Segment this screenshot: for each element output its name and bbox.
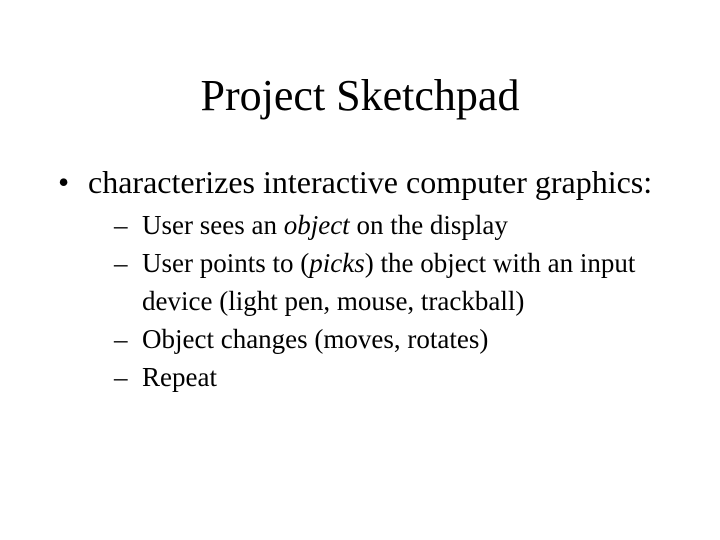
bullet-marker: •	[58, 164, 70, 200]
dash-marker: –	[114, 362, 128, 392]
sub-bullet-item	[114, 244, 698, 320]
sub-bullet-item	[114, 358, 698, 396]
sub-bullet-list	[114, 206, 698, 396]
sub-bullet-emphasis: object	[283, 210, 350, 240]
sub-bullet-text-post: ) the object with an input	[364, 248, 636, 278]
main-bullet-text: characterizes interactive computer graphics:	[88, 164, 653, 200]
sub-bullet-text-pre: User sees an	[142, 210, 284, 240]
sub-bullet-text: Object changes (moves, rotates)	[142, 324, 489, 354]
dash-marker: –	[114, 210, 128, 240]
sub-bullet-text-pre: User points to (	[142, 248, 310, 278]
sub-bullet-item	[114, 320, 698, 358]
dash-marker: –	[114, 248, 128, 278]
slide-title: Project Sketchpad	[200, 71, 520, 120]
dash-marker: –	[114, 324, 128, 354]
sub-bullet-item	[114, 206, 698, 244]
sub-bullet-text-post: on the display	[349, 210, 508, 240]
main-bullet	[58, 162, 652, 202]
sub-bullet-continuation: device (light pen, mouse, trackball)	[142, 286, 525, 316]
sub-bullet-text: Repeat	[142, 362, 217, 392]
sub-bullet-emphasis: picks	[309, 248, 365, 278]
